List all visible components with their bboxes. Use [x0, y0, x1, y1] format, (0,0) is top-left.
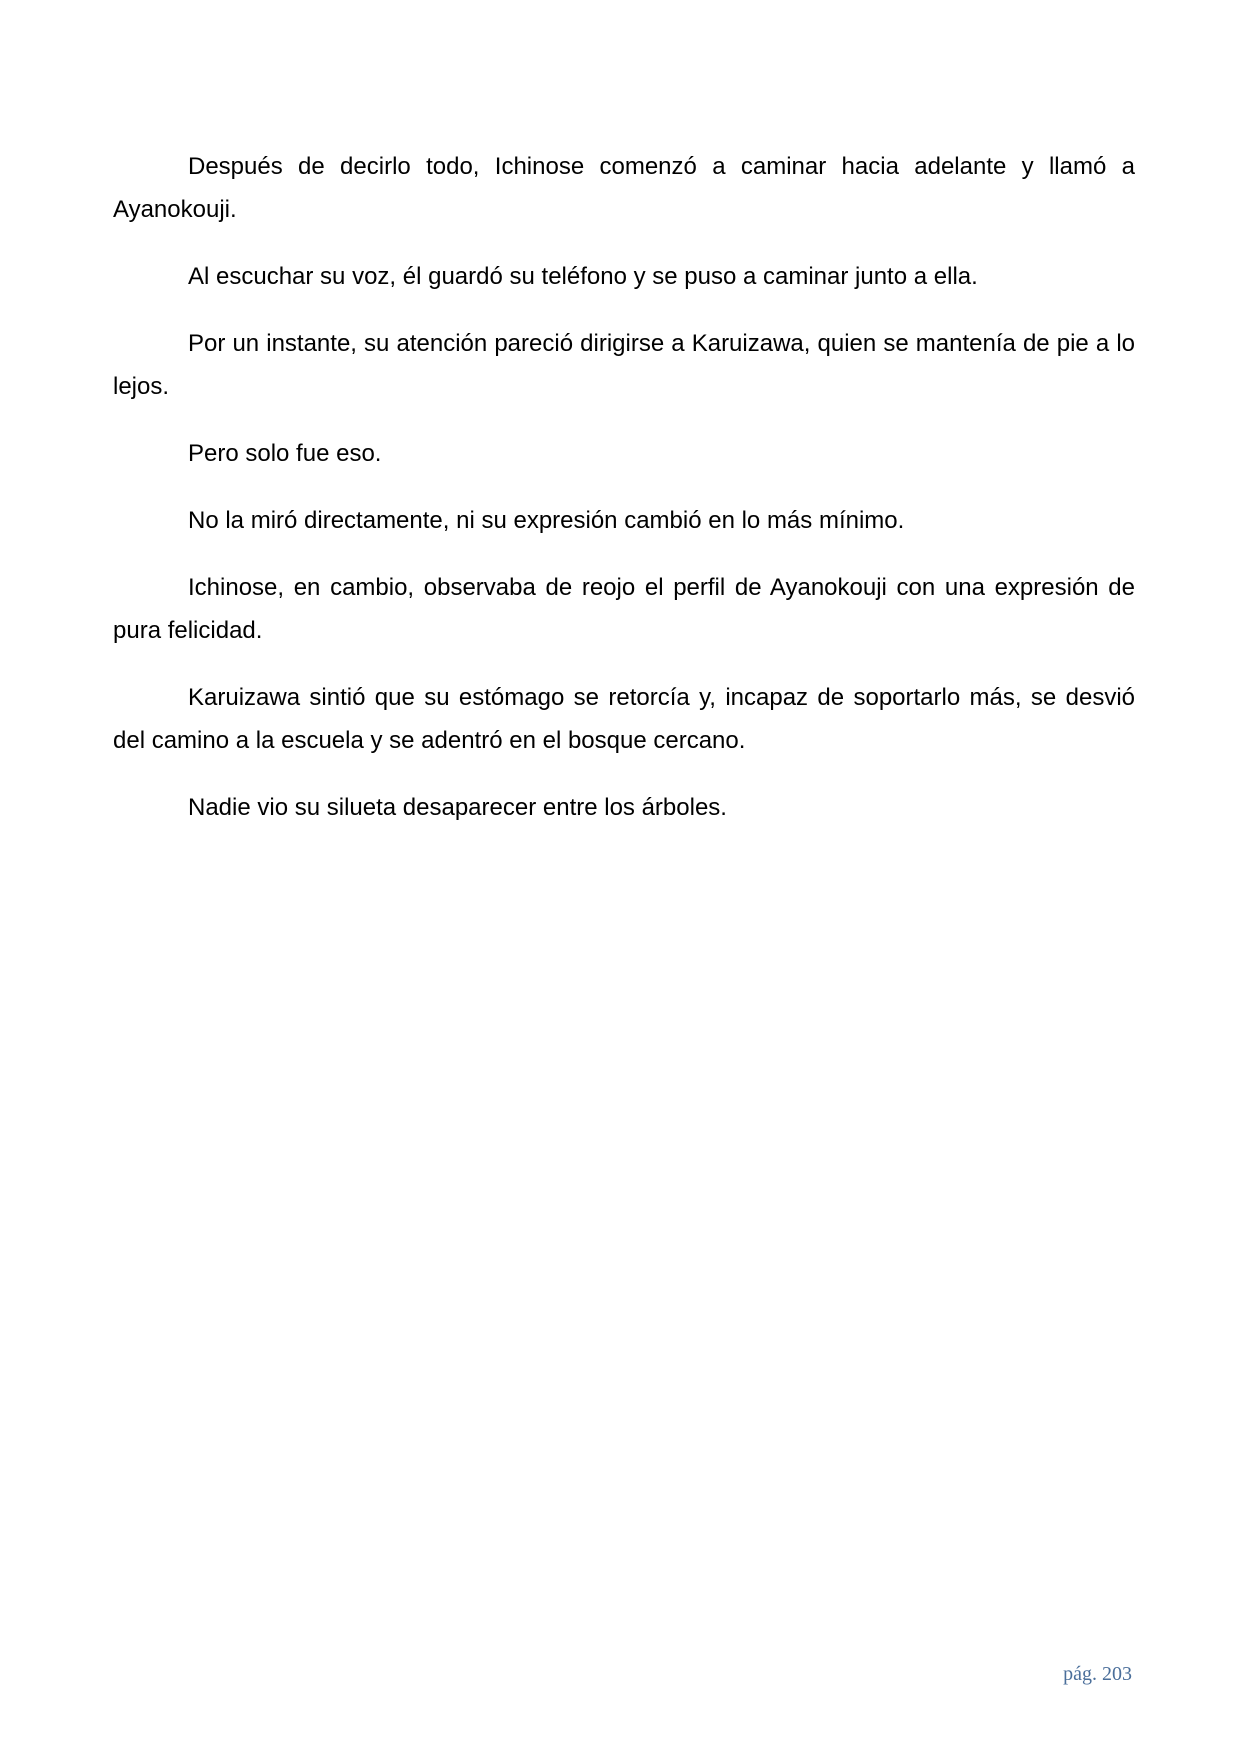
paragraph: Karuizawa sintió que su estómago se retorcía y, incapaz de soportarlo más, se desvió del camino a la escuela y se adentró en el bosque cercano.: [113, 684, 1135, 754]
paragraph: Por un instante, su atención pareció dirigirse a Karuizawa, quien se mantenía de pie a lo lejos.: [113, 330, 1135, 400]
paragraph: No la miró directamente, ni su expresión cambió en lo más mínimo.: [188, 507, 905, 534]
page-number: pág. 203: [1063, 1663, 1132, 1685]
paragraph: Ichinose, en cambio, observaba de reojo el perfil de Ayanokouji con una expresión de pura felicidad.: [113, 574, 1135, 644]
paragraph: Después de decirlo todo, Ichinose comenzó a caminar hacia adelante y llamó a Ayanokouji.: [113, 153, 1135, 223]
paragraph: Pero solo fue eso.: [188, 440, 382, 467]
paragraph: Nadie vio su silueta desaparecer entre los árboles.: [188, 794, 727, 821]
document-body: [113, 145, 1135, 853]
paragraph: Al escuchar su voz, él guardó su teléfono y se puso a caminar junto a ella.: [188, 263, 978, 290]
